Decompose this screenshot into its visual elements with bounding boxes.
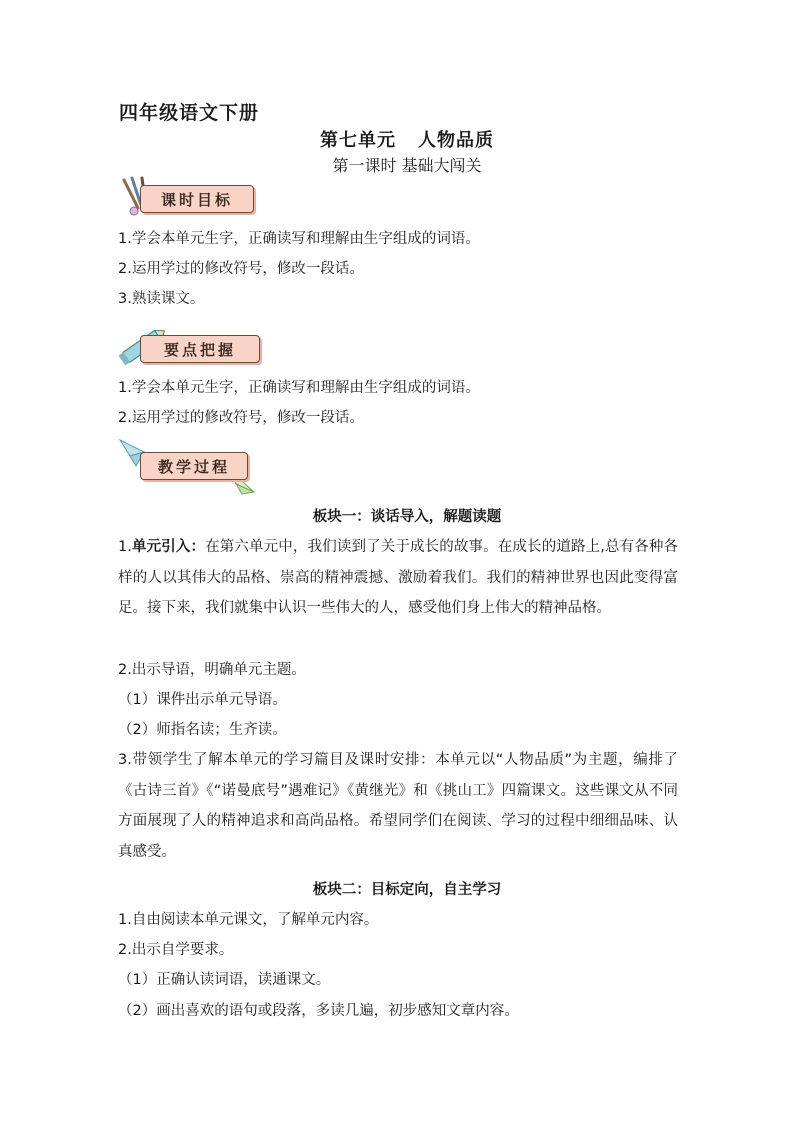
list-item: 2.出示自学要求。: [118, 942, 234, 958]
paragraph-item3: 3.带领学生了解本单元的学习篇目及课时安排：本单元以“人物品质”为主题，编排了《古诗三首》《“诺曼底号”遇难记》《黄继光》和《挑山工》四篇课文。这些课文从不同方面展现了人的精神追求和高尚品格。希望同学们在阅读、学习的过程中细细品味、认真感受。: [118, 752, 678, 860]
intro-text: 在第六单元中，我们读到了关于成长的故事。在成长的道路上,总有各种各样的人以其伟大的品格、崇高的精神震撼、激励着我们。我们的精神世界也因此变得富足。接下来，我们就集中认识一些伟大的人，感受他们身上伟大的精神品格。: [118, 539, 678, 616]
keypoint-item: 1.学会本单元生字，正确读写和理解由生字组成的词语。: [118, 380, 480, 396]
section-title: 板块二：目标定向，自主学习: [312, 882, 502, 898]
list-item: （2）师指名读；生齐读。: [118, 722, 287, 738]
goal-item: 3.熟读课文。: [118, 291, 205, 307]
list-item: 2.出示导语，明确单元主题。: [118, 662, 306, 678]
paragraph-intro: [118, 532, 678, 624]
lesson-title: 第一课时 基础大闯关: [332, 156, 482, 175]
banner-goals: [118, 178, 258, 224]
banner-goals-label: 课时目标: [140, 185, 254, 213]
banner-process-label: 教学过程: [140, 452, 248, 480]
intro-label: 单元引入：: [131, 539, 206, 555]
banner-keypoints: [118, 322, 258, 368]
banner-process: [118, 440, 258, 486]
goal-item: 1.学会本单元生字，正确读写和理解由生字组成的词语。: [118, 231, 480, 247]
intro-number: 1.: [118, 539, 132, 555]
unit-name: 第七单元: [320, 130, 396, 151]
section-title: 板块一：谈话导入，解题读题: [312, 509, 502, 525]
list-item: （2）画出喜欢的语句或段落，多读几遍，初步感知文章内容。: [118, 1003, 519, 1019]
unit-theme: 人物品质: [418, 130, 494, 151]
list-item: （1）正确认读词语，读通课文。: [118, 972, 331, 988]
list-item: （1）课件出示单元导语。: [118, 692, 287, 708]
list-item: 1.自由阅读本单元课文，了解单元内容。: [118, 912, 379, 928]
unit-title: [0, 126, 794, 152]
doc-header: 四年级语文下册: [119, 102, 260, 124]
banner-keypoints-label: 要点把握: [140, 335, 260, 363]
keypoint-item: 2.运用学过的修改符号，修改一段话。: [118, 410, 364, 426]
goal-item: 2.运用学过的修改符号，修改一段话。: [118, 261, 364, 277]
